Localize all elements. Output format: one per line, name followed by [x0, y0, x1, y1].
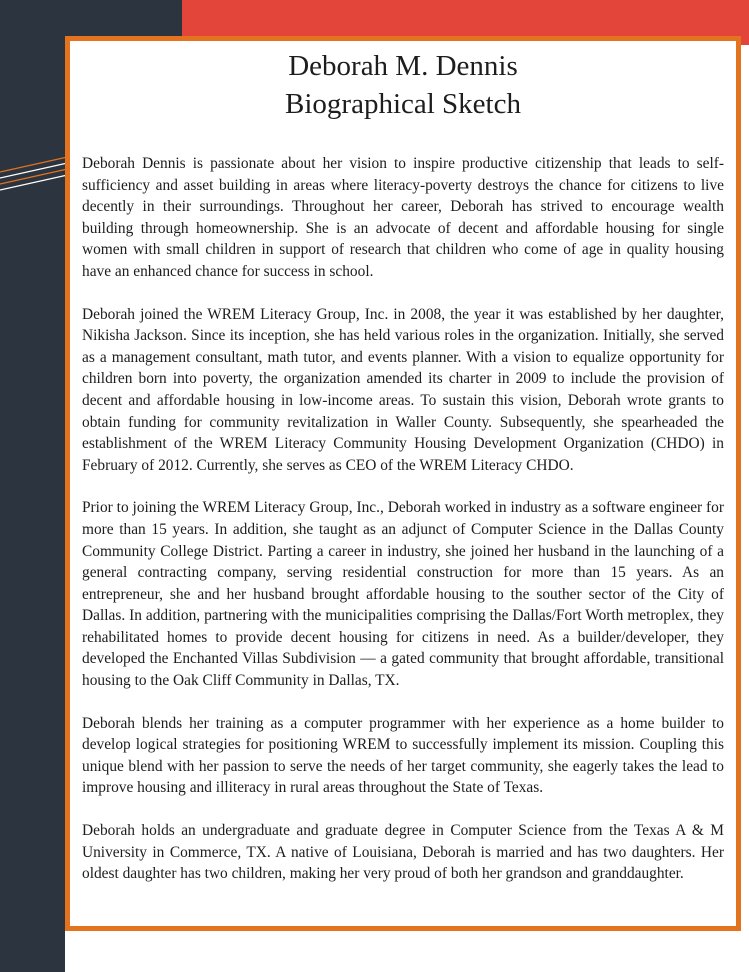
left-decorative-band: [0, 0, 65, 972]
title-subtitle: Biographical Sketch: [285, 88, 521, 120]
paragraph: Deborah joined the WREM Literacy Group, Inc. in 2008, the year it was established by her daughter, Nikisha Jackson. Since its inception, she has held various roles in the organization. Initially, she served as a management consultant, math tutor, and events planner. With a vision to equalize opportunity for children born into poverty, the organization amended its charter in 2009 to include the provision of decent and affordable housing in low-income areas. To sustain this vision, Deborah wrote grants to obtain funding for community revitalization in Waller County. Subsequently, she spearheaded the establishment of the WREM Literacy Community Housing Development Organization (CHDO) in February of 2012. Currently, she serves as CEO of the WREM Literacy CHDO.: [82, 305, 724, 474]
paragraph: Deborah Dennis is passionate about her vision to inspire productive citizenship that leads to self-sufficiency and asset building in areas where literacy-poverty destroys the chance for citizens to live decently in their surroundings. Throughout her career, Deborah has strived to encourage wealth building through homeownership. She is an advocate of decent and affordable housing for single women with small children in support of research that children who come of age in quality housing have an enhanced chance for success in school.: [82, 155, 724, 280]
paragraph: Deborah holds an undergraduate and graduate degree in Computer Science from the Texas A & M University in Commerce, TX. A native of Louisiana, Deborah is married and has two daughters. Her oldest daughter has two children, making her very proud of both her grandson and granddaughter.: [82, 822, 724, 883]
document-frame: [65, 36, 741, 931]
document-title: [70, 47, 736, 123]
title-name: Deborah M. Dennis: [288, 50, 518, 82]
document-body: [82, 153, 724, 906]
paragraph: Prior to joining the WREM Literacy Group, Inc., Deborah worked in industry as a software engineer for more than 15 years. In addition, she taught as an adjunct of Computer Science in the Dallas County Community College District. Parting a career in industry, she joined her husband in the launching of a general contracting company, serving residential construction for more than 15 years. As an entrepreneur, she and her husband brought affordable housing to the souther sector of the City of Dallas. In addition, partnering with the municipalities comprising the Dallas/Fort Worth metroplex, they rehabilitated homes to provide decent housing for citizens in need. As a builder/developer, they developed the Enchanted Villas Subdivision — a gated community that brought affordable, transitional housing to the Oak Cliff Community in Dallas, TX.: [82, 499, 724, 690]
paragraph: Deborah blends her training as a computer programmer with her experience as a home builder to develop logical strategies for positioning WREM to successfully implement its mission. Coupling this unique blend with her passion to serve the needs of her target community, she eagerly takes the lead to improve housing and illiteracy in rural areas throughout the State of Texas.: [82, 714, 724, 797]
